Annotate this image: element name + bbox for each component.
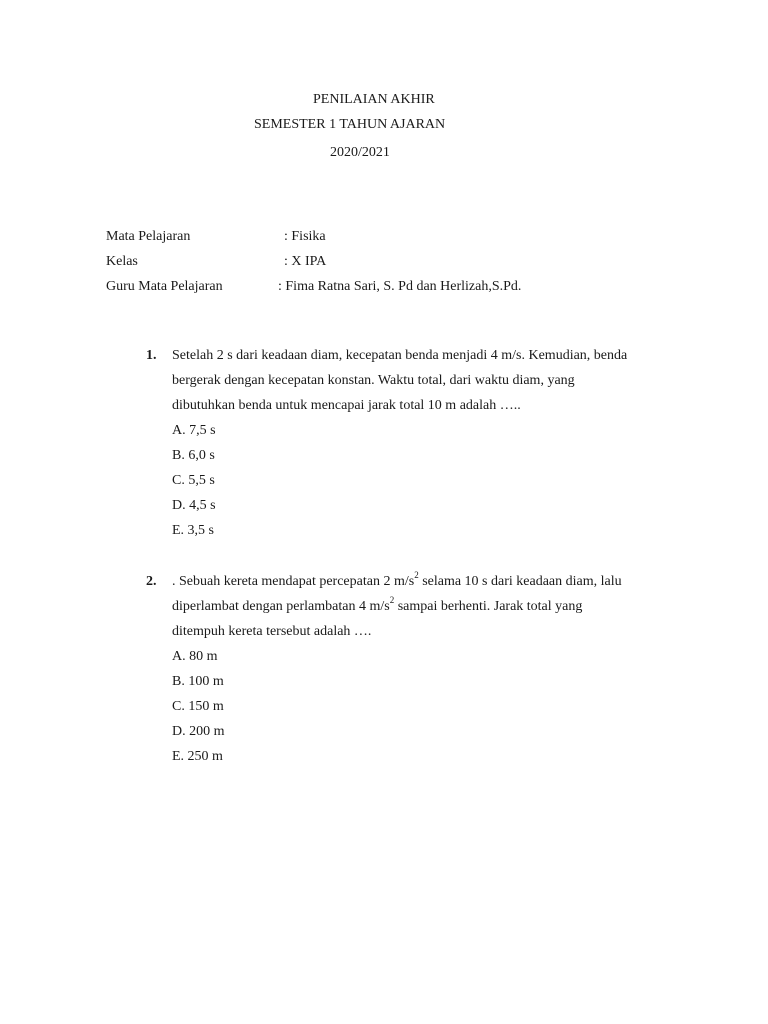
answer-option: D. 200 m — [172, 724, 225, 739]
question-number: 2. — [146, 574, 157, 589]
subject-value: : Fisika — [284, 229, 326, 244]
class-label: Kelas — [106, 254, 138, 269]
question-text: diperlambat dengan perlambatan 4 $m/s^2$ sampai berhenti. Jarak total yang — [172, 595, 583, 614]
question-text: ditempuh kereta tersebut adalah …. — [172, 624, 372, 639]
answer-option: B. 100 m — [172, 674, 224, 689]
question-text: bergerak dengan kecepatan konstan. Waktu total, dari waktu diam, yang — [172, 373, 575, 388]
question-text: dibutuhkan benda untuk mencapai jarak total 10 m adalah ….. — [172, 398, 521, 413]
answer-option: C. 150 m — [172, 699, 224, 714]
teacher-value: : Fima Ratna Sari, S. Pd dan Herlizah,S.Pd. — [278, 279, 522, 294]
exam-title: PENILAIAN AKHIR — [313, 92, 435, 107]
question-text: Setelah 2 s dari keadaan diam, kecepatan benda menjadi 4 m/s. Kemudian, benda — [172, 348, 628, 363]
answer-option: D. 4,5 s — [172, 498, 216, 513]
answer-option: C. 5,5 s — [172, 473, 215, 488]
subject-label: Mata Pelajaran — [106, 229, 191, 244]
answer-option: A. 7,5 s — [172, 423, 216, 438]
answer-option: E. 3,5 s — [172, 523, 214, 538]
teacher-label: Guru Mata Pelajaran — [106, 279, 223, 294]
answer-option: E. 250 m — [172, 749, 223, 764]
exam-year: 2020/2021 — [330, 145, 390, 160]
answer-option: A. 80 m — [172, 649, 218, 664]
class-value: : X IPA — [284, 254, 327, 269]
question-number: 1. — [146, 348, 157, 363]
exam-semester: SEMESTER 1 TAHUN AJARAN — [254, 117, 446, 132]
question-text: . Sebuah kereta mendapat percepatan 2 $m/s^2$ selama 10 s dari keadaan diam, lalu — [172, 570, 622, 589]
answer-option: B. 6,0 s — [172, 448, 215, 463]
